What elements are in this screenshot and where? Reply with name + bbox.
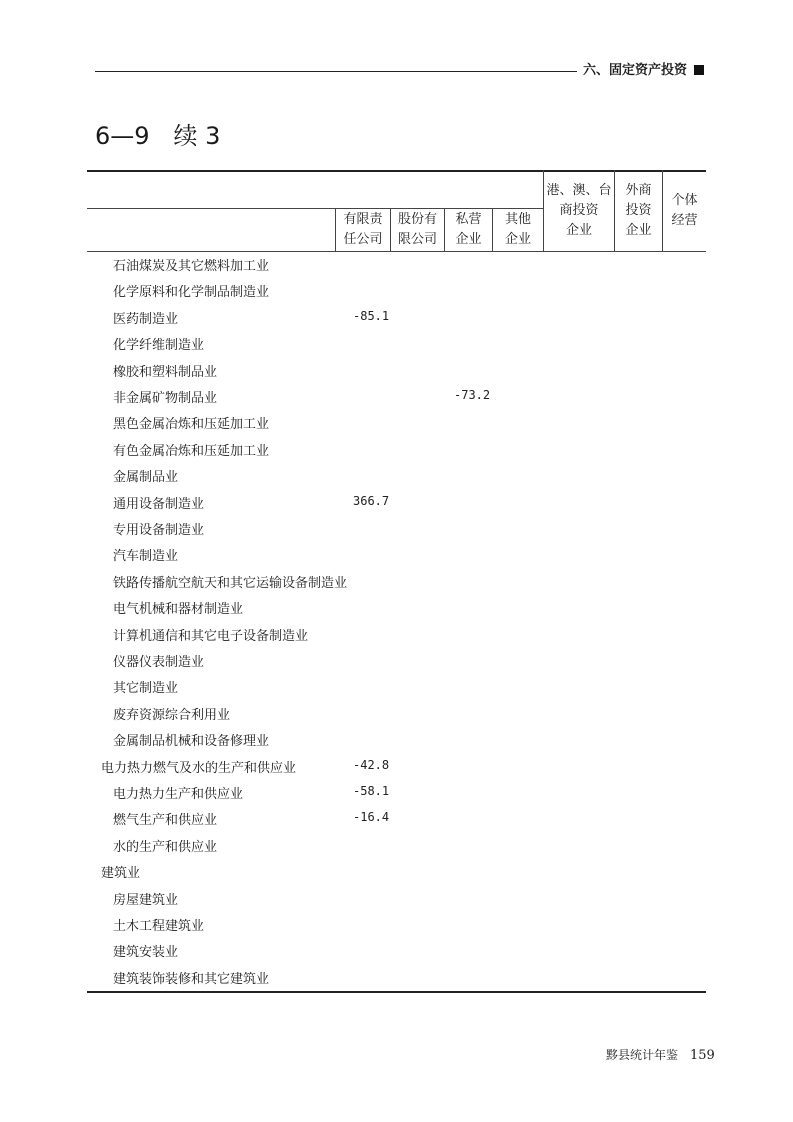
section-header [583,59,704,78]
table-row [95,726,705,752]
table-row [95,779,705,805]
cell-limited: -58.1 [353,784,390,798]
table-row [95,594,705,620]
cell-limited: -85.1 [353,308,390,323]
table-row [95,383,705,409]
table-bottom-rule [87,991,706,993]
page-number: 159 [690,1048,715,1063]
table-row [95,700,705,726]
col-header-foreign: 外商 投资 企业 [625,183,652,238]
col-header-hmt: 港、澳、台 商投资 企业 [546,183,612,238]
row-label: 建筑业 [101,866,141,882]
table-row [95,409,705,435]
row-label: 电力热力生产和供应业 [113,787,244,802]
table-row [95,330,705,356]
col-header-limited: 有限责 任公司 [343,212,383,247]
table-row [95,673,705,699]
header-mid-rule [87,208,543,209]
table-row [95,621,705,647]
table-row [95,964,705,990]
page-footer [606,1046,715,1063]
row-label: 化学原料和化学制品制造业 [113,285,270,301]
row-label: 黑色金属冶炼和压延加工业 [113,417,270,433]
table-row [95,858,705,884]
col-header-joint-stock: 股份有 限公司 [397,212,437,247]
cell-private: -73.2 [454,388,491,402]
table-row [95,753,705,779]
table-row [95,462,705,488]
table-row [95,357,705,383]
col-header-private: 私营 企业 [455,212,482,247]
row-label: 水的生产和供应业 [113,839,218,855]
cell-limited: -42.8 [353,757,390,772]
cell-limited: -16.4 [353,810,390,825]
row-label: 金属制品业 [113,470,179,486]
row-label: 废弃资源综合利用业 [113,707,231,723]
table-row [95,805,705,831]
table-row [95,436,705,462]
row-label: 通用设备制造业 [113,496,205,512]
table-row [95,251,705,277]
row-label: 汽车制造业 [113,549,179,565]
section-title: 六、固定资产投资 [583,63,688,78]
row-label: 石油煤炭及其它燃料加工业 [113,259,270,274]
table-row [95,304,705,330]
table-row [95,489,705,515]
row-label: 电力热力燃气及水的生产和供应业 [101,760,297,776]
table-row [95,937,705,963]
row-label: 铁路传播航空航天和其它运输设备制造业 [113,575,348,591]
row-label: 专用设备制造业 [113,523,205,538]
row-label: 仪器仪表制造业 [113,655,205,670]
table-row [95,568,705,594]
table-row [95,541,705,567]
row-label: 土木工程建筑业 [113,919,205,934]
table-title: 6—9 续 3 [95,122,221,150]
row-label: 有色金属冶炼和压延加工业 [113,443,270,459]
row-label: 电气机械和器材制造业 [113,602,244,618]
row-label: 燃气生产和供应业 [113,813,218,829]
row-label: 橡胶和塑料制品业 [113,364,218,380]
book-title: 黟县统计年鉴 [606,1048,679,1062]
cell-limited: 366.7 [353,493,390,508]
row-label: 其它制造业 [113,681,179,697]
table-row [95,885,705,911]
row-label: 计算机通信和其它电子设备制造业 [113,628,309,644]
col-header-other: 其他 企业 [504,212,531,247]
row-label: 金属制品机械和设备修理业 [113,734,270,750]
table-row [95,911,705,937]
row-label: 化学纤维制造业 [113,338,205,354]
table-row [95,277,705,303]
black-square-icon [694,65,704,75]
header-rule [95,71,577,72]
table-row [95,515,705,541]
row-label: 建筑装饰装修和其它建筑业 [113,971,270,987]
row-label: 非金属矿物制品业 [113,391,218,406]
col-header-individual: 个体 经营 [671,193,698,228]
row-label: 医药制造业 [113,311,179,327]
row-label: 建筑安装业 [113,945,179,961]
table-row [95,832,705,858]
row-label: 房屋建筑业 [113,892,179,908]
table-row [95,647,705,673]
